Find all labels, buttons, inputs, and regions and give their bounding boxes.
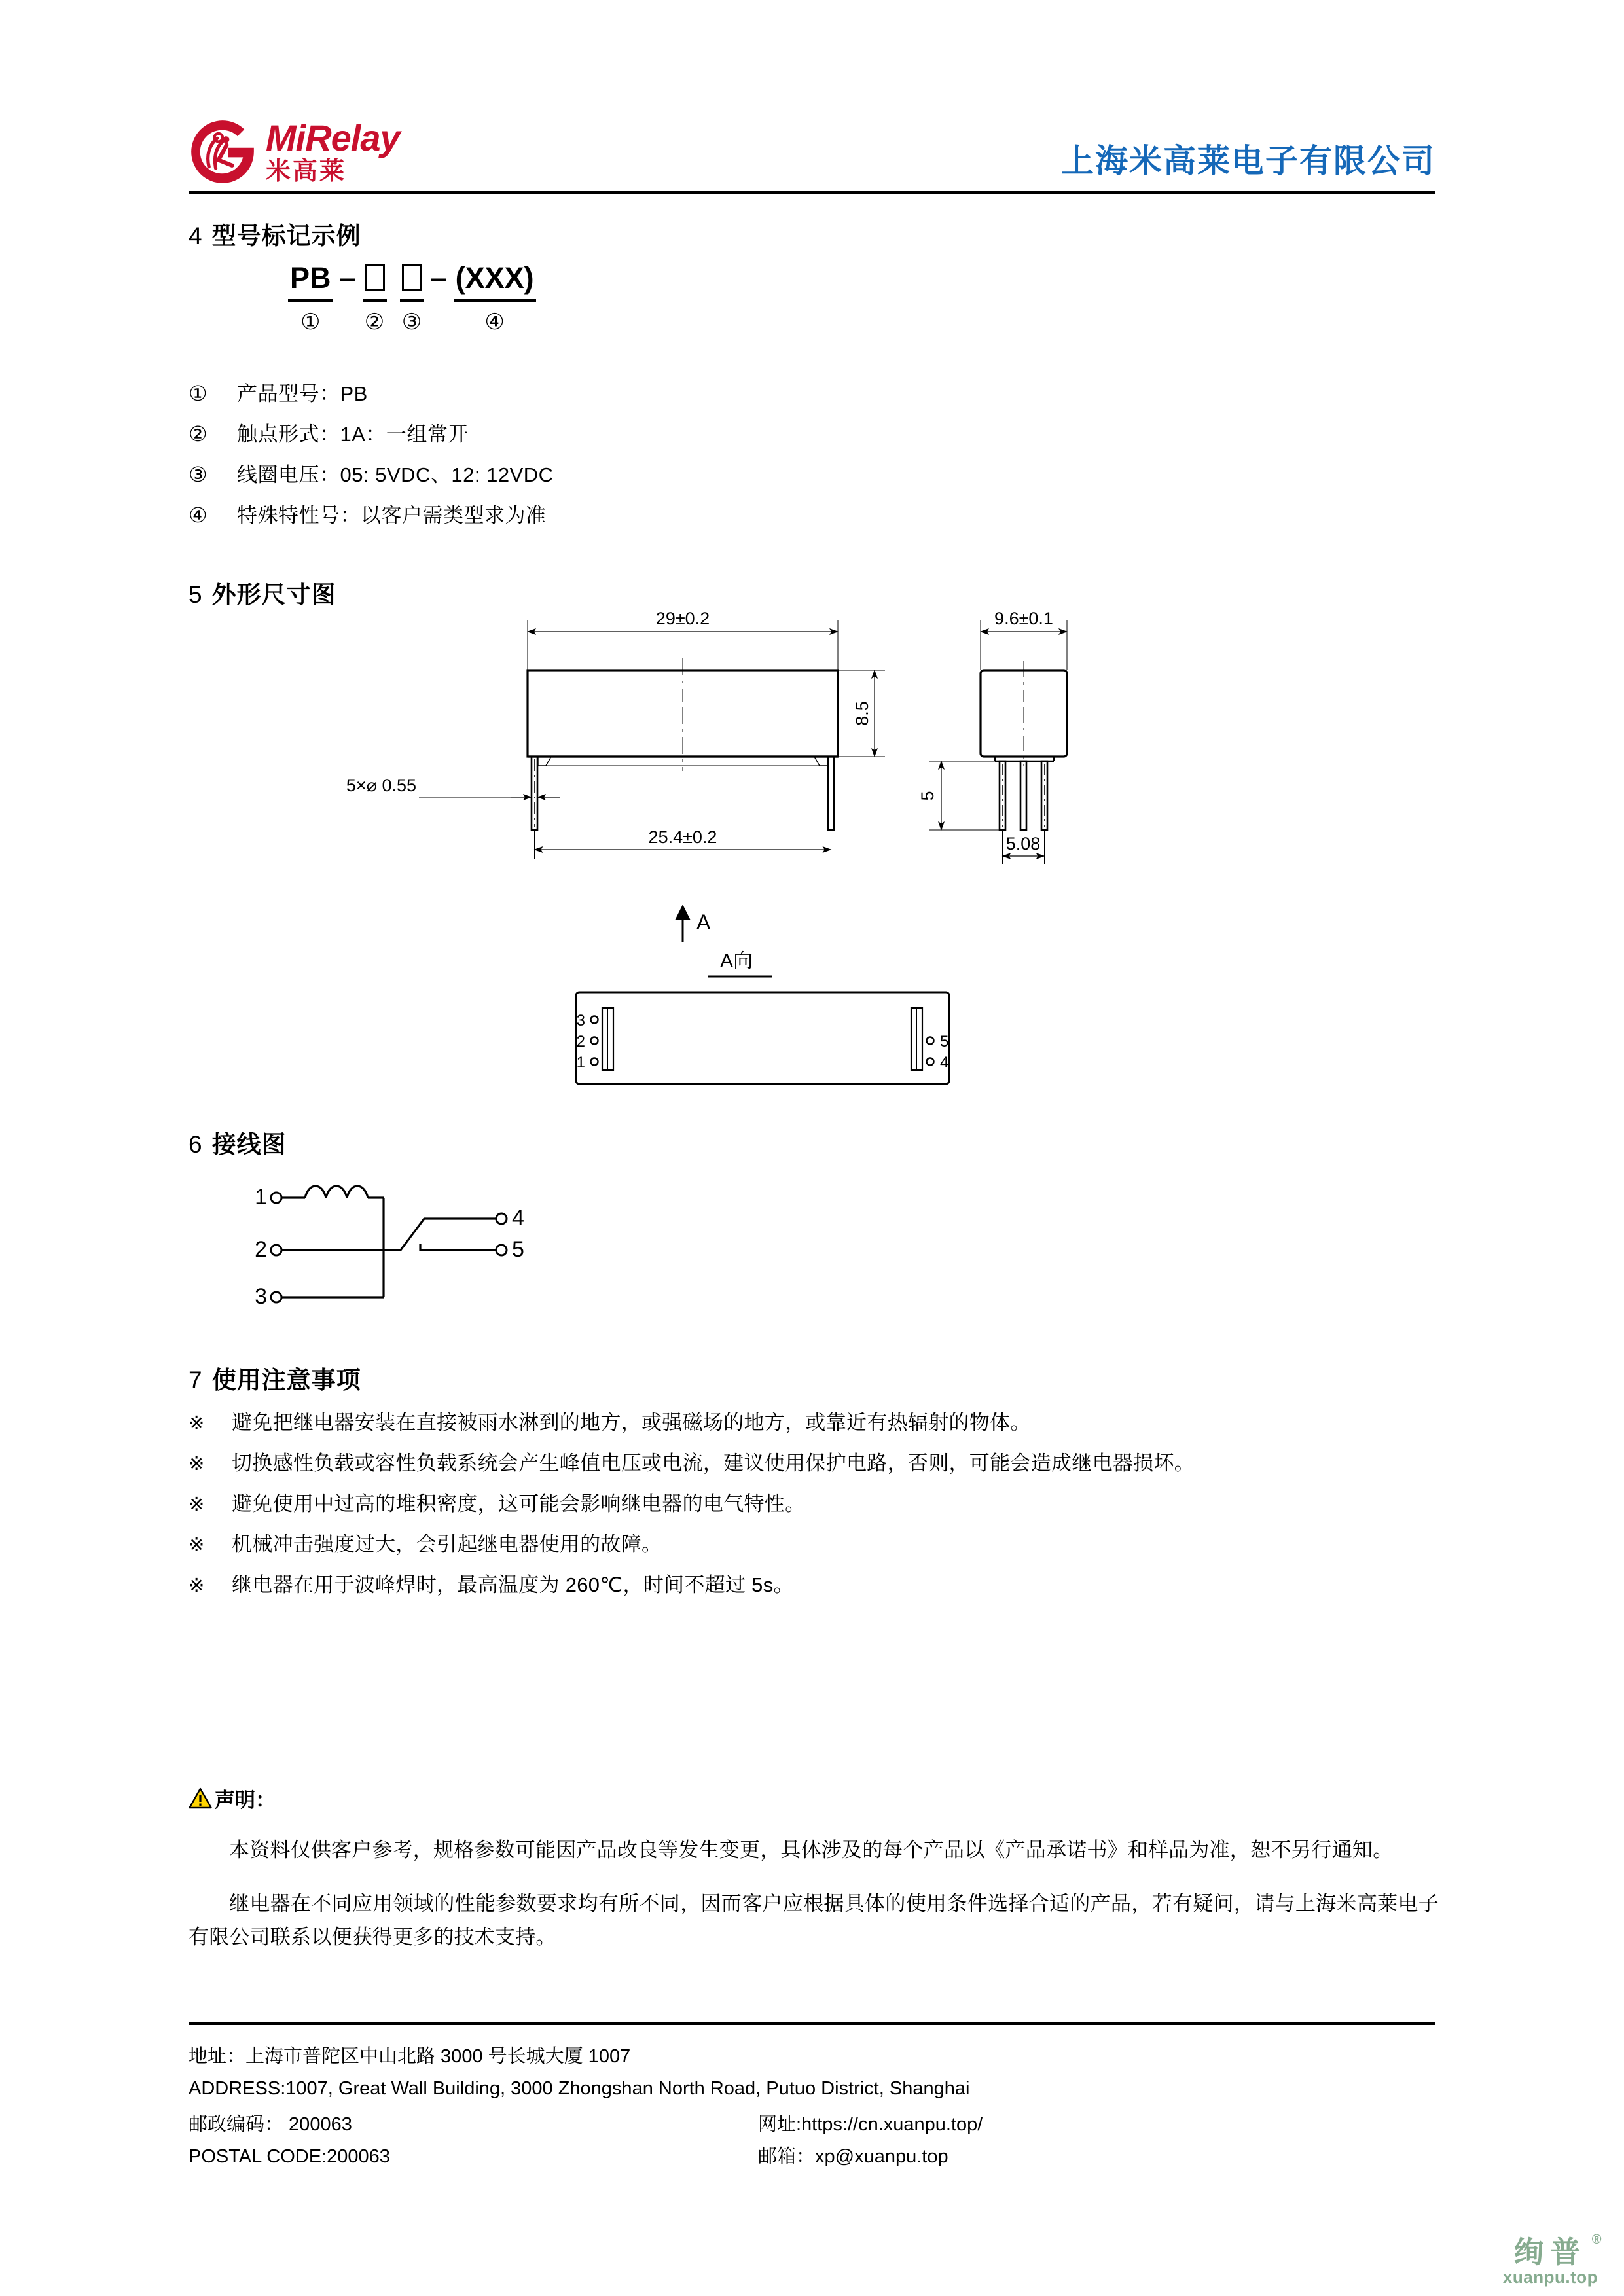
footer-email[interactable]: 邮箱：xp@xuanpu.top xyxy=(758,2146,948,2167)
pin-length-dimension-label: 5 xyxy=(918,791,937,801)
xuanpu-watermark xyxy=(1502,2233,1602,2287)
logo-latin-text: MiRelay xyxy=(266,117,400,158)
page-footer xyxy=(189,2041,1439,2173)
declaration-paragraph-1: 本资料仅供客户参考，规格参数可能因产品改良等发生变更，具体涉及的每个产品以《产品承诺书》和样品为准，恕不另行通知。 xyxy=(229,1839,1394,1861)
legend-mark-3: ③ xyxy=(189,463,208,486)
declaration-title: 声明： xyxy=(215,1789,276,1812)
model-code-dash-2: – xyxy=(430,261,447,295)
legend-mark-1: ① xyxy=(189,382,208,405)
wiring-terminal-label-2: 2 xyxy=(255,1237,267,1262)
footer-divider xyxy=(189,2022,1435,2025)
list-item xyxy=(189,1568,1485,1609)
model-code-token-xxx: (XXX) xyxy=(454,260,536,302)
wiring-terminal-label-3: 3 xyxy=(255,1284,267,1309)
header-divider xyxy=(189,191,1435,194)
list-item xyxy=(189,458,1105,499)
legend-mark-4: ④ xyxy=(189,503,208,527)
legend-text-4: 特殊特性号：以客户需类型求为准 xyxy=(237,504,547,527)
bottom-view-pin-label-3: 3 xyxy=(576,1012,585,1030)
model-code-part-4 xyxy=(454,260,536,333)
model-code-mark-1: ① xyxy=(300,310,321,334)
section-arrow-label: A xyxy=(696,910,711,934)
watermark-url: xuanpu.top xyxy=(1502,2267,1598,2287)
model-code-token-pb: PB xyxy=(288,260,333,302)
list-item xyxy=(189,499,1105,539)
front-width-dimension-label: 29±0.2 xyxy=(655,609,710,628)
section-number-7: 7 xyxy=(189,1367,203,1393)
footer-postal-en: POSTAL CODE:200063 xyxy=(189,2146,390,2167)
legend-text-2: 触点形式：1A：一组常开 xyxy=(237,423,469,446)
page-header xyxy=(189,105,1435,190)
bottom-view-pin-label-5: 5 xyxy=(940,1033,949,1050)
wiring-terminal-label-1: 1 xyxy=(255,1185,267,1210)
section-title-5: 外形尺寸图 xyxy=(211,581,336,608)
warning-triangle-icon xyxy=(189,1787,212,1809)
model-code-part-1 xyxy=(288,260,333,333)
model-code-dash-1: – xyxy=(339,261,356,295)
company-name: 上海米高莱电子有限公司 xyxy=(1061,143,1435,179)
section-title-7: 使用注意事项 xyxy=(211,1367,361,1393)
section-number-5: 5 xyxy=(189,581,203,608)
declaration-paragraph-2: 继电器在不同应用领域的性能参数要求均有所不同，因而客户应根据具体的使用条件选择合适的产品，若有疑问，请与上海米高莱电子有限公司联系以便获得更多的技术支持。 xyxy=(189,1892,1439,1948)
list-item xyxy=(189,1528,1485,1568)
bottom-view-pin-label-4: 4 xyxy=(940,1054,949,1071)
note-bullet-icon: ※ xyxy=(189,1454,205,1475)
section-heading-model xyxy=(189,216,361,251)
list-item xyxy=(189,1446,1485,1487)
section-number-4: 4 xyxy=(189,223,203,249)
bottom-view-pin-label-2: 2 xyxy=(576,1033,585,1050)
section-heading-dimensions xyxy=(189,575,336,610)
declaration-title-row xyxy=(189,1784,1439,1813)
section-title-4: 型号标记示例 xyxy=(211,223,361,249)
wiring-terminal-label-4: 4 xyxy=(512,1206,524,1230)
list-item xyxy=(189,1406,1485,1446)
side-width-dimension-label: 9.6±0.1 xyxy=(994,609,1053,628)
note-bullet-icon: ※ xyxy=(189,1575,205,1596)
company-logo xyxy=(189,118,400,186)
footer-address-cn: 地址：上海市普陀区中山北路 3000 号长城大厦 1007 xyxy=(189,2046,631,2067)
note-text-3: 避免使用中过高的堆积密度，这可能会影响继电器的电气特性。 xyxy=(232,1492,806,1515)
footer-columns xyxy=(189,2109,1439,2173)
watermark-cn-text xyxy=(1513,2233,1602,2269)
note-text-1: 避免把继电器安装在直接被雨水淋到的地方，或强磁场的地方，或靠近有热辐射的物体。 xyxy=(232,1411,1031,1434)
footer-address-en: ADDRESS:1007, Great Wall Building, 3000 Zhongshan North Road, Putuo District, Shanghai xyxy=(189,2078,970,2099)
wiring-diagram-svg xyxy=(249,1178,615,1342)
model-code-part-2 xyxy=(363,260,387,333)
bottom-view-pin-label-1: 1 xyxy=(576,1054,585,1071)
note-bullet-icon: ※ xyxy=(189,1494,205,1515)
model-code-mark-3: ③ xyxy=(401,310,422,334)
footer-contact-column xyxy=(758,2109,1439,2173)
note-text-4: 机械冲击强度过大，会引起继电器使用的故障。 xyxy=(232,1533,662,1556)
list-item xyxy=(189,1487,1485,1528)
note-bullet-icon: ※ xyxy=(189,1413,205,1434)
model-code-mark-2: ② xyxy=(364,310,385,334)
footer-postal-cn: 邮政编码： 200063 xyxy=(189,2114,352,2135)
wiring-terminal-label-5: 5 xyxy=(512,1237,524,1262)
legend-mark-2: ② xyxy=(189,422,208,446)
bottom-view-label: A向 xyxy=(720,950,753,972)
declaration-block xyxy=(189,1784,1439,1954)
usage-notes-list xyxy=(189,1406,1485,1609)
mirelay-g-circuit-logo-icon xyxy=(189,118,257,186)
watermark-cn-wrap xyxy=(1503,2233,1602,2269)
model-code-box-2 xyxy=(363,260,387,302)
model-code-mark-4: ④ xyxy=(484,310,505,334)
note-bullet-icon: ※ xyxy=(189,1535,205,1556)
logo-chinese-text: 米高莱 xyxy=(266,158,347,185)
footer-website[interactable]: 网址:https://cn.xuanpu.top/ xyxy=(758,2114,983,2135)
legend-text-3: 线圈电压：05: 5VDC、12: 12VDC xyxy=(237,463,554,486)
model-code-part-3 xyxy=(400,260,424,333)
empty-box-icon xyxy=(402,264,422,291)
watermark-cn-label: 绚普 xyxy=(1513,2235,1587,2269)
front-height-dimension-label: 8.5 xyxy=(852,701,872,726)
model-code-legend xyxy=(189,377,1105,539)
note-text-5: 继电器在用于波峰焊时，最高温度为 260℃，时间不超过 5s。 xyxy=(232,1573,794,1596)
empty-box-icon xyxy=(365,264,385,291)
logo-wordmark xyxy=(266,117,400,185)
list-item xyxy=(189,377,1105,418)
legend-text-1: 产品型号：PB xyxy=(237,382,368,405)
model-code-box-3 xyxy=(400,260,424,302)
registered-mark-icon: ® xyxy=(1591,2233,1602,2247)
section-heading-wiring xyxy=(189,1124,287,1160)
list-item xyxy=(189,418,1105,458)
dimension-drawing xyxy=(346,602,1283,1132)
pin-pitch-dimension-label: 5.08 xyxy=(1005,834,1041,853)
section-heading-notes xyxy=(189,1360,361,1395)
note-text-2: 切换感性负载或容性负载系统会产生峰值电压或电流，建议使用保护电路，否则，可能会造成继电器损坏。 xyxy=(232,1452,1195,1475)
dimension-drawing-svg xyxy=(346,602,1283,1132)
pin-diameter-dimension-label: 5×⌀ 0.55 xyxy=(346,776,416,795)
footer-postal-column xyxy=(189,2109,758,2173)
section-title-6: 接线图 xyxy=(211,1131,287,1158)
section-number-6: 6 xyxy=(189,1131,203,1158)
wiring-diagram xyxy=(249,1178,615,1342)
model-code-diagram xyxy=(288,260,536,333)
pin-span-dimension-label: 25.4±0.2 xyxy=(648,827,717,847)
